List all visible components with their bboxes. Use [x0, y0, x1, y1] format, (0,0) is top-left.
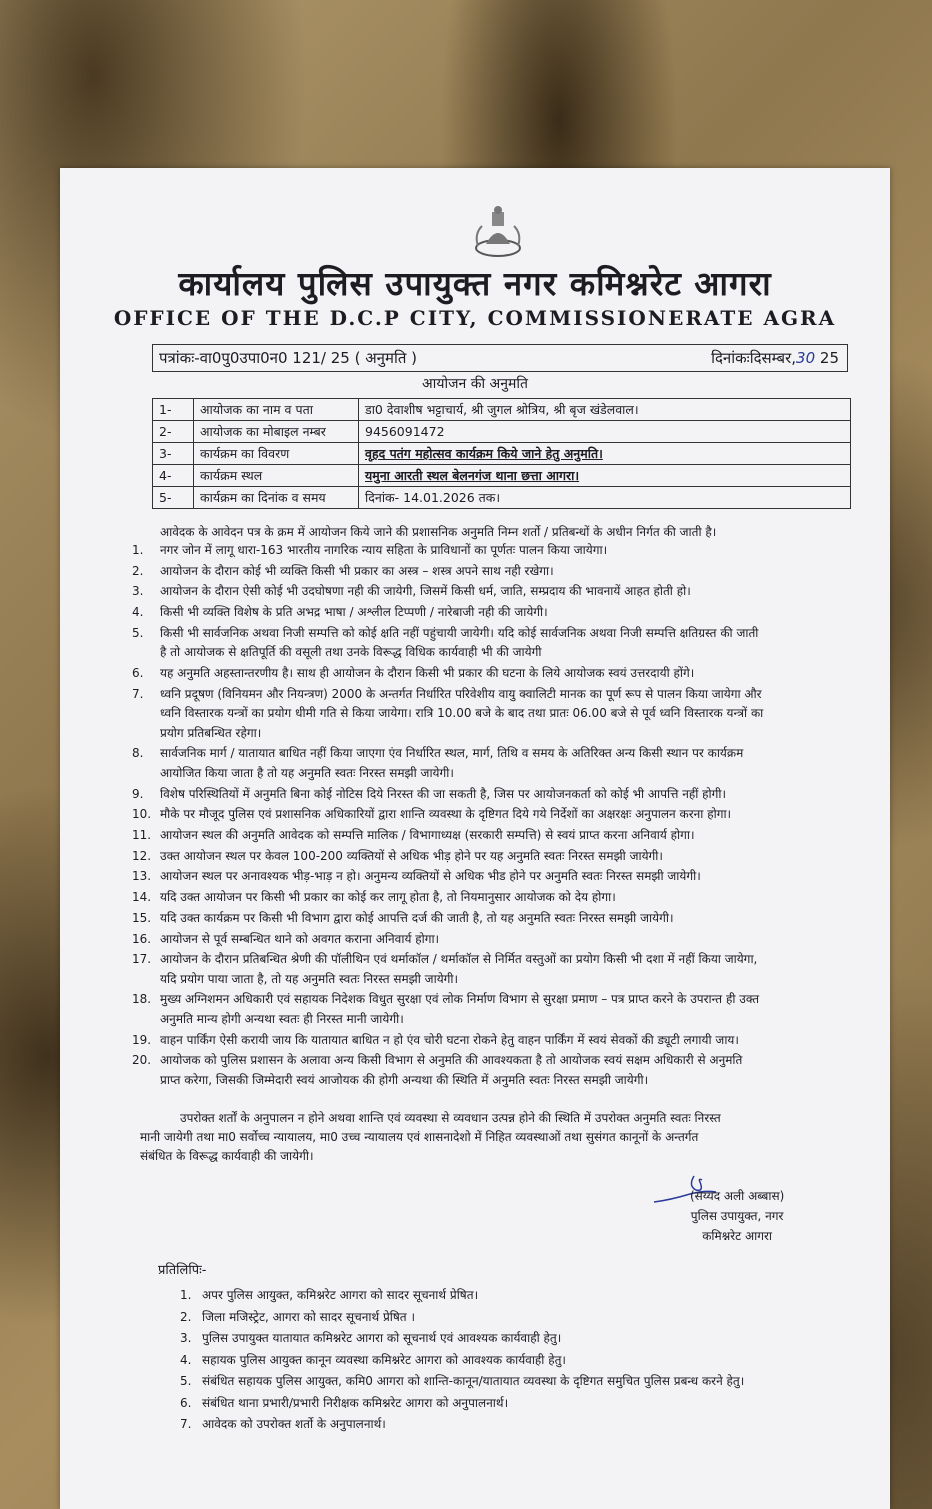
details-label: कार्यक्रम स्थल: [194, 465, 359, 487]
signatory-office: कमिश्नरेट आगरा: [702, 1229, 773, 1243]
condition-item: [132, 950, 872, 989]
condition-text: यदि प्रयोग पाया जाता है, तो यह अनुमति स्वतः निरस्त समझी जायेगी।: [160, 971, 459, 986]
details-num: 2-: [153, 421, 194, 443]
handwritten-date: 30: [796, 349, 816, 367]
condition-item: [132, 805, 872, 825]
condition-item: [132, 847, 872, 867]
condition-item: [132, 785, 872, 805]
condition-text: सार्वजनिक मार्ग / यातायात बाधित नहीं किया जाएगा एंव निर्धारित स्थल, मार्ग, तिथि व समय के अतिरिक्त अन्य किसी स्थान पर कार्यक्रम: [160, 746, 744, 761]
details-value: 9456091472: [359, 421, 851, 443]
condition-item: [132, 624, 872, 663]
condition-text: यदि उक्त कार्यक्रम पर किसी भी विभाग द्वारा कोई आपत्ति दर्ज की जाती है, तो यह अनुमति स्वतः निरस्त समझी जायेगी।: [160, 910, 674, 925]
closing-line: मानी जायेगी तथा मा0 सर्वोच्च न्यायालय, मा0 उच्च न्यायालय एवं शासनादेशो में निहित व्यवस्थाओं तथा सुसंगत कानूनों के अन्तर्गत: [140, 1130, 699, 1144]
condition-text: आयोजन के दौरान कोई भी व्यक्ति किसी भी प्रकार का अस्त्र – शस्त्र अपने साथ नही रखेगा।: [160, 563, 554, 578]
copy-to-item: 3. पुलिस उपायुक्त यातायात कमिश्नरेट आगरा को सूचनार्थ एवं आवश्यक कार्यवाही हेतु।: [180, 1331, 562, 1345]
condition-item: [132, 930, 872, 950]
condition-text: आयोजन के दौरान ऐसी कोई भी उदघोषणा नही की जायेगी, जिसमें किसी धर्म, जाति, सम्प्रदाय की भावनायें आहत होती हो।: [160, 584, 691, 599]
copy-to-item: 1. अपर पुलिस आयुक्त, कमिश्नरेट आगरा को सादर सूचनार्थ प्रेषित।: [180, 1288, 479, 1302]
signatory-name: (सय्यद अली अब्बास): [690, 1189, 785, 1203]
condition-item: [132, 744, 872, 783]
condition-number: 15.: [132, 910, 152, 925]
condition-number: 10.: [132, 807, 152, 822]
condition-item: [132, 541, 872, 561]
closing-paragraph: [140, 1109, 721, 1166]
condition-number: 5.: [132, 625, 144, 640]
condition-item: [132, 685, 872, 744]
condition-text: आयोजन से पूर्व सम्बन्धित थाने को अवगत कराना अनिवार्य होगा।: [160, 931, 440, 946]
signatory-designation: पुलिस उपायुक्त, नगर: [690, 1209, 784, 1223]
condition-text: किसी भी व्यक्ति विशेष के प्रति अभद्र भाषा / अश्लील टिप्पणी / नारेबाजी नही की जायेगी।: [160, 605, 548, 620]
copy-to-heading: प्रतिलिपिः-: [158, 1263, 207, 1278]
condition-number: 9.: [132, 786, 144, 801]
copy-to-item: 4. सहायक पुलिस आयुक्त कानून व्यवस्था कमिश्नरेट आगरा को आवश्यक कार्यवाही हेतु।: [180, 1352, 566, 1367]
details-row: [153, 421, 851, 443]
condition-text: ध्वनि विस्तारक यन्त्रों का प्रयोग धीमी गति से किया जायेगा। रात्रि 10.00 बजे के बाद तथा प्रातः 06.00 बजे से पूर्व ध्वनि विस्तारक यन्त्रों का: [160, 706, 764, 721]
condition-number: 12.: [132, 848, 152, 863]
condition-item: [132, 826, 872, 846]
permission-heading: आयोजन की अनुमति: [422, 376, 528, 392]
condition-number: 17.: [132, 952, 152, 967]
signature-block: [690, 1186, 784, 1246]
condition-text: यदि उक्त आयोजन पर किसी भी प्रकार का कोई कर लागू होता है, तो नियमानुसार आयोजक को देय होगा।: [160, 890, 616, 905]
reference-date: दिनांकःदिसम्बर,30 25: [711, 349, 839, 367]
condition-number: 13.: [132, 869, 152, 884]
condition-text: आयोजन के दौरान प्रतिबन्धित श्रेणी की पॉलीथिन एवं थर्माकॉल / थर्माकॉल से निर्मित वस्तुओं का प्रयोग किसी भी दशा में नहीं किया जायेगा,: [160, 952, 758, 967]
details-value: दिनांक- 14.01.2026 तक।: [359, 487, 851, 509]
condition-text: उक्त आयोजन स्थल पर केवल 100-200 व्यक्तियों से अधिक भीड़ होने पर यह अनुमति स्वतः निरस्त समझी जायेगी।: [160, 848, 663, 863]
copy-to-item: 7. आवेदक को उपरोक्त शर्तो के अनुपालनार्थ।: [180, 1417, 386, 1431]
details-row: [153, 399, 851, 421]
details-label: कार्यक्रम का दिनांक व समय: [194, 487, 359, 509]
details-num: 5-: [153, 487, 194, 509]
details-label: आयोजक का नाम व पता: [194, 399, 359, 421]
condition-item: [132, 867, 872, 887]
closing-line: संबंधित के विरूद्ध कार्यवाही की जायेगी।: [140, 1149, 314, 1163]
condition-number: 20.: [132, 1053, 152, 1068]
details-value: यमुना आरती स्थल बेलनगंज थाना छत्ता आगरा।: [359, 465, 851, 487]
condition-number: 19.: [132, 1032, 152, 1047]
condition-text: किसी भी सार्वजनिक अथवा निजी सम्पत्ति को कोई क्षति नहीं पहुंचायी जायेगी। यदि कोई सार्वजनिक अथवा निजी सम्पत्ति क्षतिग्रस्त की जाती: [160, 625, 759, 640]
copy-to-item: 6. संबंधित थाना प्रभारी/प्रभारी निरीक्षक कमिश्नरेट आगरा को अनुपालनार्थ।: [180, 1395, 509, 1410]
intro-text: आवेदक के आवेदन पत्र के क्रम में आयोजन किये जाने की प्रशासनिक अनुमति निम्न शर्तो / प्रतिबन्धों के अधीन निर्गत की जाती है।: [160, 525, 717, 539]
condition-text: प्राप्त करेगा, जिसकी जिम्मेदारी स्वयं आजोयक की होगी अन्यथा की स्थिति में अनुमति स्वतः निरस्त समझी जायेगी।: [160, 1072, 649, 1087]
condition-item: [132, 582, 872, 602]
details-row: [153, 487, 851, 509]
condition-number: 14.: [132, 890, 152, 905]
condition-text: आयोजन स्थल पर अनावश्यक भीड़-भाड़ न हो। अनुमन्य व्यक्तियों से अधिक भीड होने पर अनुमति स्वतः निरस्त समझी जायेगी।: [160, 869, 701, 884]
condition-text: अनुमति मान्य होगी अन्यथा स्वतः ही निरस्त मानी जायेगी।: [160, 1011, 404, 1026]
condition-item: [132, 909, 872, 929]
details-label: आयोजक का मोबाइल नम्बर: [194, 421, 359, 443]
closing-line: उपरोक्त शर्तों के अनुपालन न होने अथवा शान्ति एवं व्यवस्था से व्यवधान उत्पन्न होने की स्थिति में उपरोक्त अनुमति स्वतः निरस्त: [180, 1111, 721, 1125]
condition-item: [132, 603, 872, 623]
condition-item: [132, 1031, 872, 1051]
reference-box: [152, 344, 848, 372]
copy-to-item: 5. संबंधित सहायक पुलिस आयुक्त, कमि0 आगरा को शान्ति-कानून/यातायात व्यवस्था के दृष्टिगत समुचित पुलिस प्रबन्ध करने हेतु।: [180, 1374, 745, 1388]
details-num: 4-: [153, 465, 194, 487]
condition-text: ध्वनि प्रदूषण (विनियमन और नियन्त्रण) 2000 के अन्तर्गत निर्धारित परिवेशीय वायु क्वालिटी मानक का पूर्ण रूप से पालन किया जायेगा और: [160, 686, 762, 701]
condition-item: [132, 888, 872, 908]
office-title-hindi: कार्यालय पुलिस उपायुक्त नगर कमिश्नरेट आगरा: [178, 264, 772, 303]
notice-paper: [60, 168, 890, 1509]
condition-text: प्रयोग प्रतिबन्धित रहेगा।: [160, 725, 262, 740]
condition-text: वाहन पार्किंग ऐसी करायी जाय कि यातायात बाधित न हो एंव चोरी घटना रोकने हेतु वाहन पार्किंग में स्वयं सेवकों की ड्यूटी लगायी जाय।: [160, 1032, 739, 1047]
condition-number: 1.: [132, 543, 144, 557]
condition-number: 16.: [132, 931, 152, 946]
details-value: डा0 देवाशीष भट्टाचार्य, श्री जुगल श्रोत्रिय, श्री बृज खंडेलवाल।: [359, 399, 851, 421]
condition-item: [132, 562, 872, 582]
police-emblem-icon: [468, 204, 528, 260]
condition-text: विशेष परिस्थितियों में अनुमति बिना कोई नोटिस दिये निरस्त की जा सकती है, जिस पर आयोजनकर्ता को कोई भी आपत्ति नहीं होगी।: [160, 786, 727, 801]
condition-text: मौके पर मौजूद पुलिस एवं प्रशासनिक अधिकारियों द्वारा शान्ति व्यवस्था के दृष्टिगत दिये गये निर्देशों का अक्षरक्षः अनुपालन करना होगा।: [160, 807, 732, 822]
condition-number: 2.: [132, 563, 144, 578]
condition-text: है तो आयोजक से क्षतिपूर्ति की वसूली तथा उनके विरूद्ध विधिक कार्यवाही भी की जायेगी: [160, 645, 542, 660]
condition-text: आयोजित किया जाता है तो यह अनुमति स्वतः निरस्त समझी जायेगी।: [160, 765, 454, 780]
condition-text: आयोजक को पुलिस प्रशासन के अलावा अन्य किसी विभाग से अनुमति की आवश्यकता है तो आयोजक स्वयं सक्षम अधिकारी से अनुमति: [160, 1053, 743, 1068]
details-row: [153, 465, 851, 487]
office-title-english: OFFICE OF THE D.C.P CITY, COMMISSIONERATE AGRA: [113, 306, 837, 330]
condition-number: 6.: [132, 666, 144, 680]
condition-text: नगर जोन में लागू धारा-163 भारतीय नागरिक न्याय सहिता के प्राविधानों का पूर्णतः पालन किया जायेगा।: [160, 543, 608, 557]
details-value: वृहद पतंग महोत्सव कार्यक्रम किये जाने हेतु अनुमति।: [359, 443, 851, 465]
copy-to-item: 2. जिला मजिस्ट्रेट, आगरा को सादर सूचनार्थ प्रेषित ।: [180, 1309, 416, 1324]
condition-number: 4.: [132, 605, 144, 620]
condition-item: [132, 1051, 872, 1090]
condition-item: [132, 990, 872, 1029]
condition-text: मुख्य अग्निशमन अधिकारी एवं सहायक निदेशक विधुत सुरक्षा एवं लोक निर्माण विभाग से सुरक्षा प्रमाण – पत्र प्राप्त करने के उपरान्त ही उक्त: [160, 992, 760, 1007]
condition-text: यह अनुमति अहस्तान्तरणीय है। साथ ही आयोजन के दौरान किसी भी प्रकार की घटना के लिये आयोजक स्वयं उत्तरदायी होंगे।: [160, 666, 695, 680]
condition-number: 8.: [132, 746, 144, 761]
condition-number: 18.: [132, 992, 152, 1007]
condition-item: [132, 664, 872, 684]
details-row: [153, 443, 851, 465]
reference-number: पत्रांकः-वा0पु0उपा0न0 121/ 25 ( अनुमति ): [159, 349, 418, 367]
details-num: 1-: [153, 399, 194, 421]
details-table: [152, 398, 851, 509]
condition-number: 7.: [132, 686, 144, 701]
condition-text: आयोजन स्थल की अनुमति आवेदक को सम्पत्ति मालिक / विभागाध्यक्ष (सरकारी सम्पत्ति) से स्वयं प्राप्त करना अनिवार्य होगा।: [160, 828, 695, 842]
details-num: 3-: [153, 443, 194, 465]
details-label: कार्यक्रम का विवरण: [194, 443, 359, 465]
condition-number: 3.: [132, 584, 144, 599]
condition-number: 11.: [132, 828, 152, 842]
